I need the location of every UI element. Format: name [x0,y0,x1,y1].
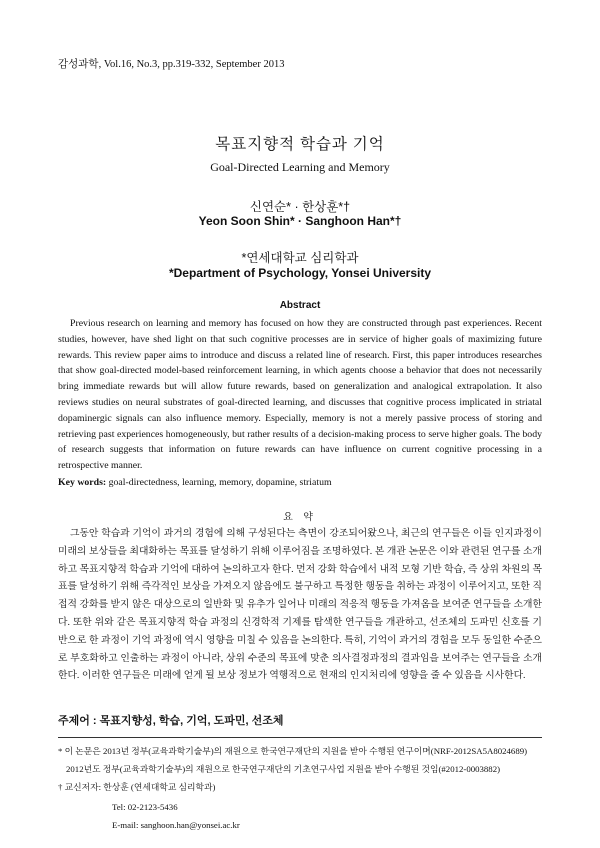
abstract-heading: Abstract [279,300,321,311]
journal-header: 감성과학, Vol.16, No.3, pp.319-332, September 2013 [58,59,285,70]
title-english: Goal-Directed Learning and Memory [210,160,390,174]
authors-korean: 신연순* · 한상훈*† [249,200,351,214]
authors-english: Yeon Soon Shin* · Sanghoon Han*† [198,214,402,228]
keywords-label: Key words: [58,477,107,488]
footnote-email: E-mail: sanghoon.han@yonsei.ac.kr [112,820,240,830]
affiliation-korean: *연세대학교 심리학과 [241,251,359,265]
abstract-text: Previous research on learning and memory has focused on how they are constructed through past experiences. Recent studies, however, have shed light on that such cognitive processes are in service of higher goals of maximizing future rewards. This review paper aims to introduce and discuss a related line of research. First, this paper introduces researches that show goal-directed model-based reinforcement learning, in which agents choose a behavior that does not necessarily bring immediate rewards but will allow future rewards, based on generalization and analogical extrapolation. It also reviews studies on neural substrates of goal-directed learning, and discusses that cognitive process implicated in striatal dopaminergic signals can also influence memory. Especially, memory is not a merely passive process of storing and retrieving past experiences homogeneously, but rather results of a decision-making process to serve higher goals. The body of research suggests that information on future rewards can have influence on current cognitive processing in a retrospective manner. [58,318,542,472]
korean-keywords [58,712,542,728]
korean-keywords-label: 주제어 : [58,715,97,727]
korean-abstract-text: 그동안 학습과 기억이 과거의 경험에 의해 구성된다는 측면이 강조되어왔으나, 최근의 연구들은 이들 인지과정이 미래의 보상들을 최대화하는 목표를 달성하기 위해 이루어짐을 조명하였다. 본 개관 논문은 이와 관련된 연구를 소개하고 목표지향적 학습과 기억에 대하여 논의하고자 한다. 먼저 강화 학습에서 내적 모형 기반 학습, 즉 상위 차원의 목표를 달성하기 위해 즉각적인 보상을 가져오지 않음에도 불구하고 특정한 행동을 취하는 과정이 이루어지고, 또한 직접적 강화를 받지 않은 대상으로의 일반화 및 유추가 일어나 미래의 적응적 행동을 가져옴을 보여준 연구들을 소개한다. 또한 위와 같은 목표지향적 학습 과정의 신경학적 기제를 탐색한 연구들을 개관하고, 선조체의 도파민 신호를 기반으로 한 과정이 기억 과정에 역시 영향을 미칠 수 있음을 논의한다. 특히, 기억이 과거의 경험을 모두 동일한 수준으로 부호화하고 인출하는 과정이 아니라, 상위 수준의 목표에 맞춘 의사결정과정의 결과임을 보여주는 연구들을 소개한다. 이러한 연구들은 미래에 얻게 될 보상 정보가 역행적으로 현재의 인지처리에 영향을 줄 수 있음을 시사한다. [58,528,542,682]
keywords-text: goal-directedness, learning, memory, dopamine, striatum [108,477,332,488]
title-korean: 목표지향적 학습과 기억 [215,136,385,153]
abstract-body [58,316,542,474]
footnote-divider [58,737,542,738]
footnote-funding-2: 2012년도 정부(교육과학기술부)의 재원으로 한국연구재단의 기초연구사업 지원을 받아 수행된 것임(#2012-0003882) [66,764,501,774]
abstract-keywords [58,476,542,490]
korean-abstract-body [58,525,542,685]
korean-abstract-heading: 요 약 [283,512,317,523]
footnote-tel: Tel: 02-2123-5436 [112,802,178,812]
korean-keywords-text: 목표지향성, 학습, 기억, 도파민, 선조체 [99,715,284,727]
footnote-corresponding-author: † 교신저자: 한상훈 (연세대학교 심리학과) [58,782,216,792]
footnote-funding-1: * 이 논문은 2013년 정부(교육과학기술부)의 재원으로 한국연구재단의 지원을 받아 수행된 연구이며(NRF-2012SA5A8024689) [58,746,528,756]
affiliation-english: *Department of Psychology, Yonsei University [168,266,432,280]
